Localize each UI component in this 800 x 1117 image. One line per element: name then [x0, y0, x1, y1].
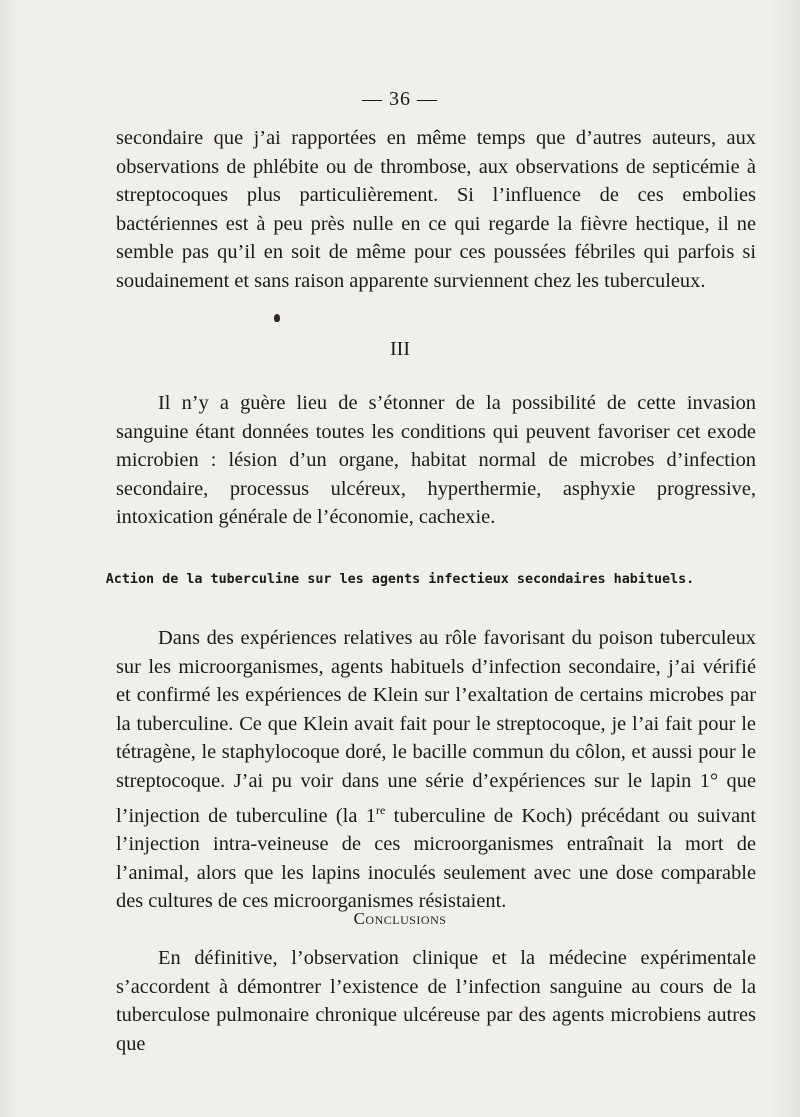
subheading-tuberculine: Action de la tuberculine sur les agents infectieux secondaires habituels. — [105, 572, 695, 587]
paragraph-invasion: Il n’y a guère lieu de s’étonner de la possibilité de cette invasion sanguine étant données toutes les conditions qui peuvent favoriser cet exode microbien : lésion d’un organe, habitat normal de microbes d’infection secondaire, processus ulcéreux, hyperthermie, asphyxie progressive, intoxication générale de l’économie, cachexie. — [116, 392, 756, 529]
section-heading: III — [390, 338, 410, 360]
paragraph-conclusion: En définitive, l’observation clinique et la médecine expérimentale s’accordent à démontrer l’existence de l’infection sanguine au cours de la tuberculose pulmonaire chronique ulcéreuse par des agents microbiens autres que — [116, 947, 756, 1055]
paragraph-experiments — [116, 624, 756, 916]
conclusions-heading: Conclusions — [353, 909, 447, 928]
ink-blot — [274, 314, 280, 322]
page-number: — 36 — — [362, 88, 438, 110]
paragraph-continuation: secondaire que j’ai rapportées en même temps que d’autres auteurs, aux observations de phlébite ou de thrombose, aux observations de septicémie à streptocoques plus particulièrement. Si l’influence de ces embolies bactériennes est à peu près nulle en ce qui regarde la fièvre hectique, il ne semble pas qu’il en soit de même pour ces poussées fébriles qui parfois si soudainement et sans raison apparente surviennent chez les tuberculeux. — [116, 127, 756, 292]
superscript-re: re — [375, 802, 386, 817]
paragraph-experiments-part-b: tuberculine de Koch) précédant ou suivant l’injection intra-veineuse de ces microorganismes entraînait la mort de l’animal, alors que les lapins inoculés seulement avec une dose comparable des cultures de ces microorganismes résistaient. — [116, 804, 756, 913]
paragraph-experiments-part-a: Dans des expériences relatives au rôle favorisant du poison tuberculeux sur les microorganismes, agents habituels d’infection secondaire, j’ai vérifié et confirmé les expériences de Klein sur l’exaltation de certains microbes par la tuberculine. Ce que Klein avait fait pour le streptocoque, je l’ai fait pour le tétragène, le staphylocoque doré, le bacille commun du côlon, et aussi pour le streptocoque. J’ai pu voir dans une série d’expériences sur le lapin 1° que l’injection de tuberculine (la 1 — [116, 627, 756, 827]
